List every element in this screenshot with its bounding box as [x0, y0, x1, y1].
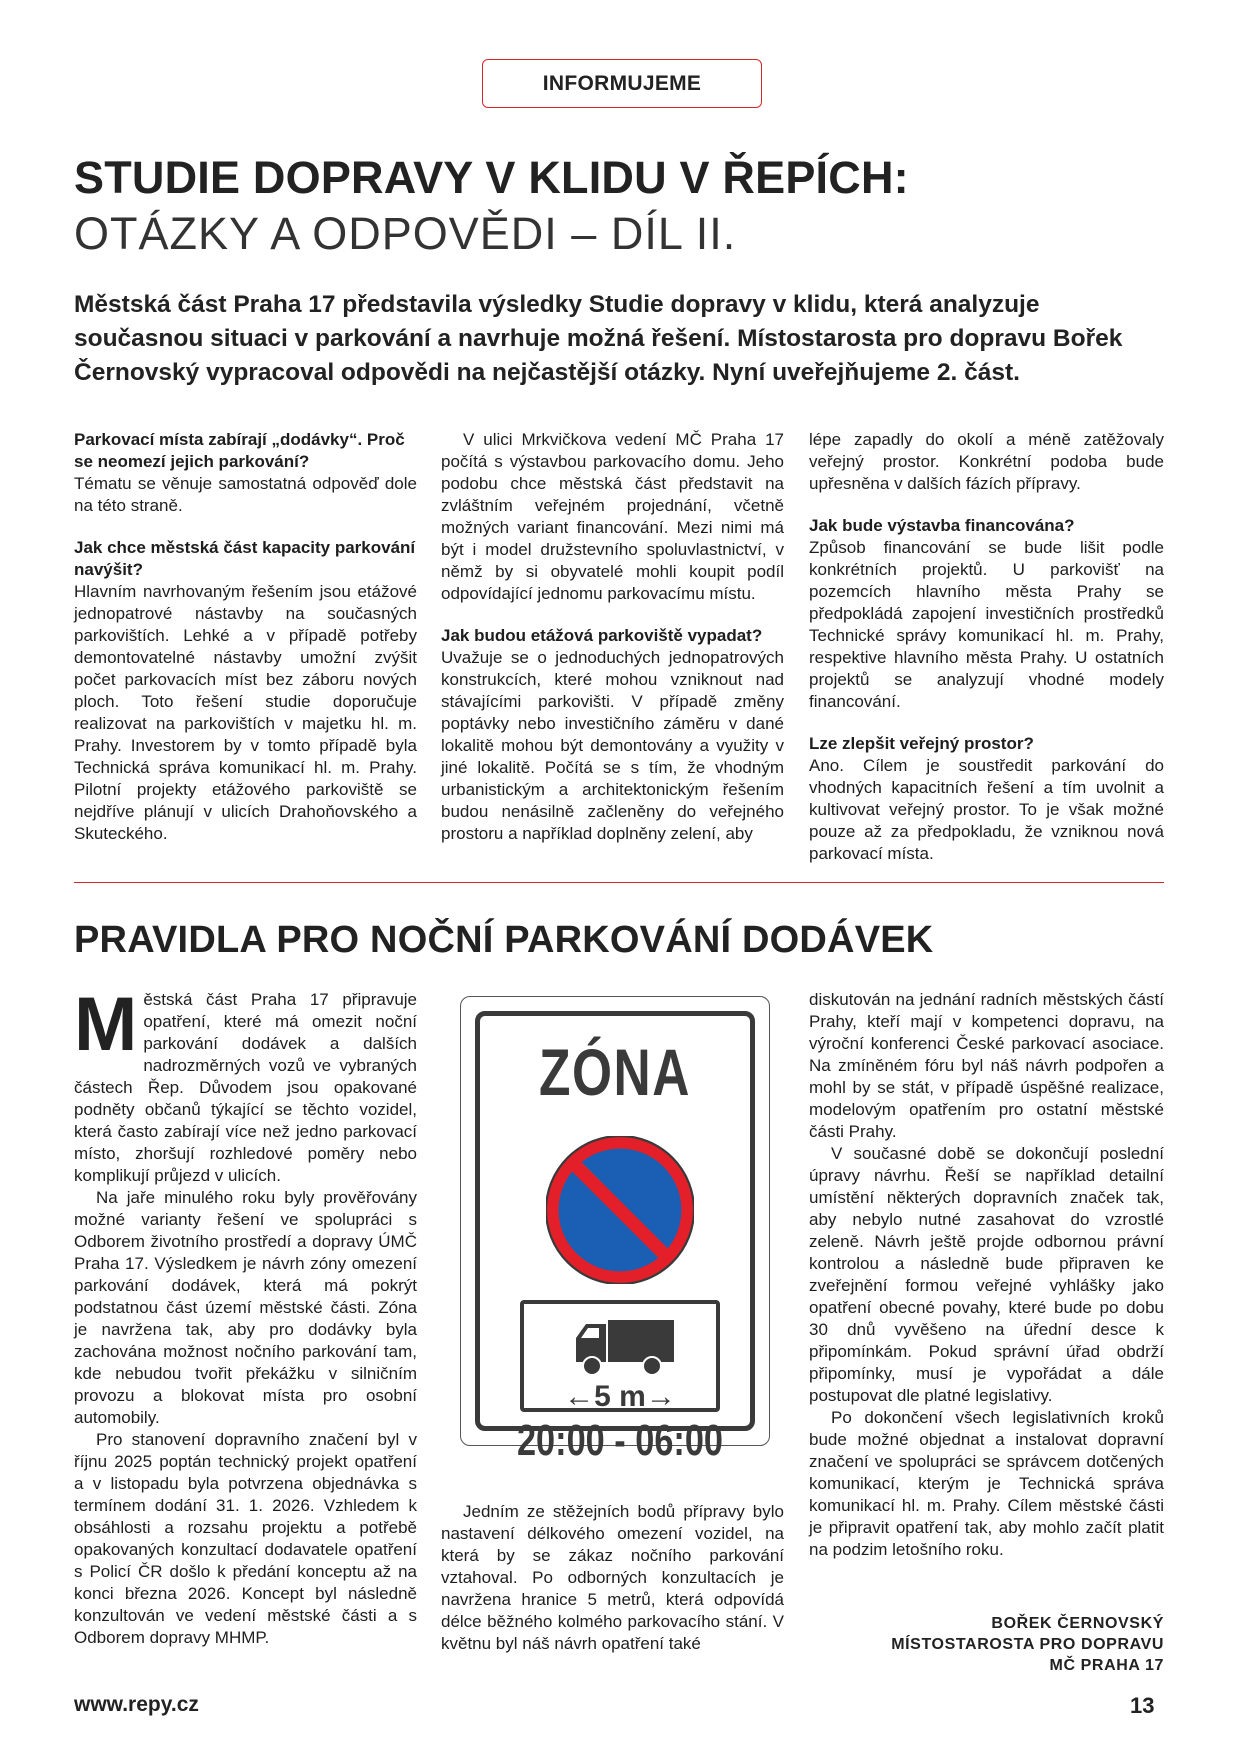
paragraph: Jedním ze stěžejních bodů přípravy bylo nastavení délkového omezení vozidel, na která by se zákaz nočního parkování vztahoval. Po odborných konzultacích je navržena hranice 5 metrů, která odpovídá délce běžného kolmého parkovacího stání. V květnu byl náš návrh opatření také: [441, 1502, 784, 1653]
article2-column-2: [441, 1501, 784, 1655]
answer-text: Způsob financování se bude lišit podle konkrétních projektů. U parkovišť na pozemcích hlavního města Prahy se předpokládá zapojení investičních prostředků Technické správy komunikací hl. m. Prahy, respektive hlavního města Prahy. U ostatních projektů se analyzují vhodné modely financování.: [809, 538, 1164, 711]
answer-text: Hlavním navrhovaným řešením jsou etážové jednopatrové nástavby na současných parkovištích. Lehké a v případě potřeby demontovatelné nástavby umožní zvýšit počet parkovacích míst bez záboru nových ploch. Toto řešení studie doporučuje realizovat na parkovištích v majetku hl. m. Prahy. Investorem by v tomto případě byla Technická správa komunikací hl. m. Prahy. Pilotní projekty etážového parkoviště se nejdříve plánují v ulicích Drahoňovského a Skuteckého.: [74, 582, 417, 843]
paragraph: diskutován na jednání radních městských částí Prahy, kteří mají v kompetenci dopravu, na výroční konferenci České parkovací asociace. Na zmíněném fóru byl náš návrh podpořen a mohl by se stát, v případě úspěšné realizace, modelovým opatřením pro ostatní městské části Prahy.: [809, 990, 1164, 1141]
truck-icon: [572, 1316, 676, 1378]
question-heading: Jak chce městská část kapacity parkování navýšit?: [74, 538, 416, 579]
section-tag: INFORMUJEME: [482, 59, 762, 108]
sign-time-label: 20:00 - 06:00: [516, 1416, 724, 1465]
paragraph: Pro stanovení dopravního značení byl v říjnu 2025 poptán technický projekt opatření a v listopadu byla potvrzena objednávka s termínem dodání 31. 1. 2026. Vzhledem k obsáhlosti a rozsahu projektu a potřebě opakovaných konzultací dodavatele opatření s Policí ČR došlo k předání konceptu až na konci března 2026. Koncept byl následně konzultován ve vedení městské části a s Odborem dopravy MHMP.: [74, 1430, 417, 1647]
paragraph: [74, 982, 417, 1187]
traffic-sign-panel: [475, 1011, 755, 1465]
author-name: BOŘEK ČERNOVSKÝ: [991, 1615, 1164, 1632]
author-role: MÍSTOSTAROSTA PRO DOPRAVU: [891, 1636, 1164, 1653]
paragraph: Na jaře minulého roku byly prověřovány možné varianty řešení ve spolupráci s Odborem životního prostředí a dopravy ÚMČ Praha 17. Výsledkem je návrh zóny omezení parkování dodávek, která má pokrýt podstatnou část území městské části. Zóna je navržena tak, aby pro dodávky byla zachována možnost nočního parkování tam, kde nebudou tvořit překážku v silničním provozu a blokovat místa pro osobní automobily.: [74, 1188, 417, 1427]
article2-title: PRAVIDLA PRO NOČNÍ PARKOVÁNÍ DODÁVEK: [74, 919, 934, 961]
article-subtitle: OTÁZKY A ODPOVĚDI – DÍL II.: [74, 208, 737, 259]
question-heading: Jak bude výstavba financována?: [809, 516, 1075, 535]
sign-supplement-panel: [520, 1300, 720, 1412]
no-parking-icon: [546, 1136, 694, 1284]
page-number: 13: [1130, 1693, 1155, 1718]
question-heading: Parkovací místa zabírají „dodávky“. Proč se neomezí jejich parkování?: [74, 430, 405, 471]
question-heading: Lze zlepšit veřejný prostor?: [809, 734, 1034, 753]
article2-column-1: [74, 982, 417, 1649]
sign-distance-label: ←5 m→: [564, 1380, 676, 1413]
article1-column-3: [809, 429, 1164, 865]
article-title: STUDIE DOPRAVY V KLIDU V ŘEPÍCH:: [74, 152, 909, 203]
article1-column-1: [74, 429, 417, 845]
footer-website-link[interactable]: www.repy.cz: [74, 1693, 199, 1716]
article2-column-3: [809, 989, 1164, 1561]
paragraph: V současné době se dokončují poslední úpravy návrhu. Řeší se například detailní umístění některých dopravních značek tak, aby nebylo nutné zasahovat do vzrostlé zeleně. Návrh ještě projde odbornou právní kontrolou a následně bude připraven ke zveřejnění formou veřejné vyhlášky jako opatření obecné povahy, které bude po dobu 30 dnů vyvěšeno na úřední desce k připomínkám. Pokud správní úřad obdrží připomínky, musí je vypořádat a dále postupovat dle platné legislativy.: [809, 1144, 1164, 1405]
drop-cap: M: [74, 982, 138, 1067]
answer-text: Ano. Cílem je soustředit parkování do vhodných kapacitních řešení a tím uvolnit a kultivovat veřejný prostor. To je však možné pouze až za předpokladu, že vzniknou nová parkovací místa.: [809, 756, 1164, 863]
section-divider: [74, 882, 1164, 883]
paragraph: Po dokončení všech legislativních kroků bude možné objednat a instalovat dopravní značení ve spolupráci se správcem dotčených komunikací, kterým je Technická správa komunikací hl. m. Prahy. Cílem městské části je připravit opatření tak, aby mohlo začít platit na podzim letošního roku.: [809, 1408, 1164, 1559]
article-lead: Městská část Praha 17 představila výsledky Studie dopravy v klidu, která analyzuje současnou situaci v parkování a navrhuje možná řešení. Místostarosta pro dopravu Bořek Černovský vypracoval odpovědi na nejčastější otázky. Nyní uveřejňujeme 2. část.: [74, 291, 1123, 386]
article1-column-2: [441, 429, 784, 845]
paragraph: V ulici Mrkvičkova vedení MČ Praha 17 počítá s výstavbou parkovacího domu. Jeho podobu chce městská část představit na zvláštním veřejném projednání, včetně možných variant financování. Mezi nimi má být i model družstevního spoluvlastnictví, v němž by si obyvatelé mohli koupit podíl odpovídající jednomu parkovacímu místu.: [441, 430, 784, 603]
answer-text: Tématu se věnuje samostatná odpověď dole na této straně.: [74, 474, 417, 515]
answer-text: Uvažuje se o jednoduchých jednopatrových konstrukcích, které mohou vzniknout nad stávajícími parkovišti. V případě změny poptávky nebo investičního záměru v dané lokalitě mohou být demontovány a využity v jiné lokalitě. Počítá se s tím, že vhodným urbanistickým a architektonickým řešením budou nenásilně začleněny do veřejného prostoru a například doplněny zelení, aby: [441, 648, 784, 843]
question-heading: Jak budou etážová parkoviště vypadat?: [441, 626, 763, 645]
paragraph-text: ěstská část Praha 17 připravuje opatření, které má omezit noční parkování dodávek a dalších nadrozměrných vozů ve vybraných částech Řep. Důvodem jsou opakované podněty občanů týkající se těchto vozidel, která často zabírají více než jedno parkovací místo, zhoršují rozhledové poměry nebo komplikují průjezd v ulicích.: [74, 990, 417, 1185]
author-org: MČ PRAHA 17: [1049, 1657, 1164, 1674]
author-signature: [880, 1613, 1164, 1676]
sign-zone-label: ZÓNA: [538, 1035, 692, 1109]
traffic-sign-image: [460, 996, 770, 1465]
paragraph: lépe zapadly do okolí a méně zatěžovaly veřejný prostor. Konkrétní podoba bude upřesněna v dalších fázích přípravy.: [809, 430, 1164, 493]
